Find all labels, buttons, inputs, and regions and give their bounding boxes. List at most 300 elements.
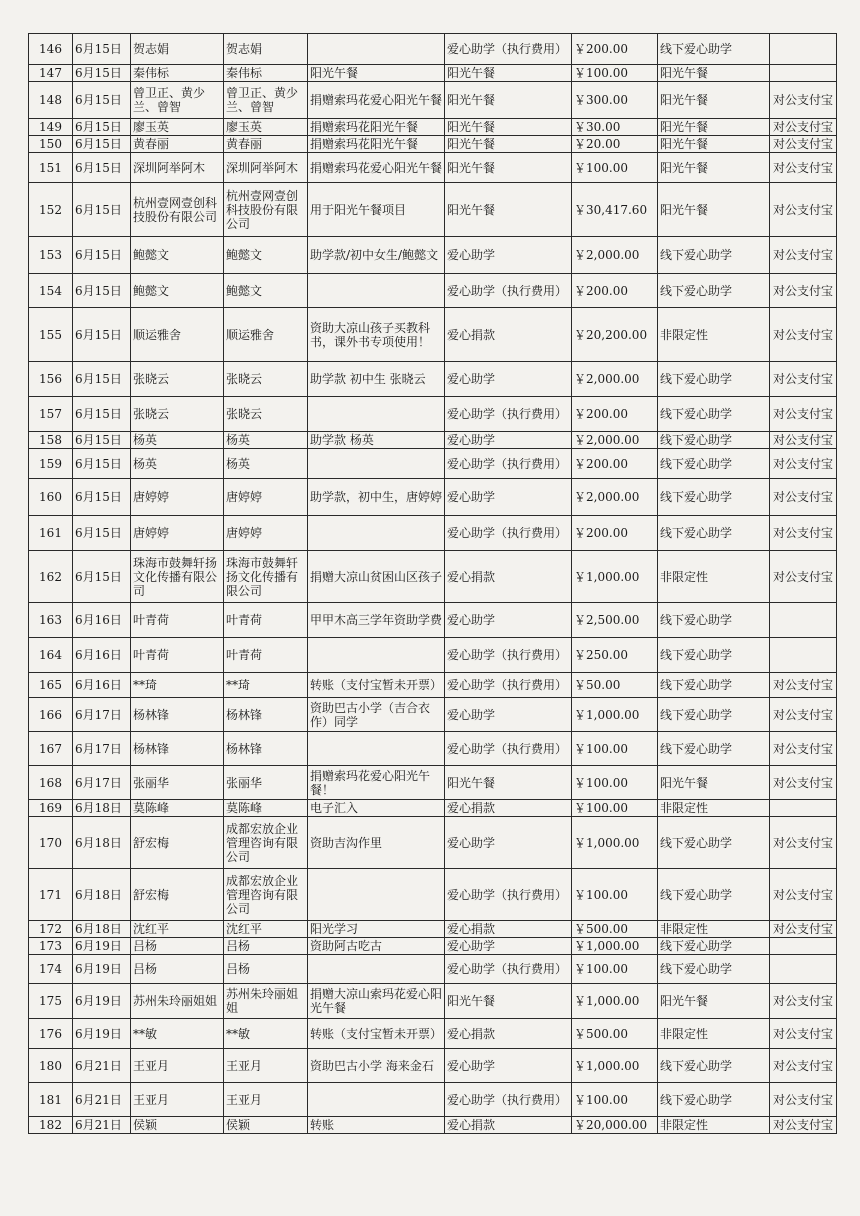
donation-amount: ￥20.00 (572, 136, 658, 153)
table-row (29, 732, 837, 766)
donation-amount: ￥1,000.00 (572, 984, 658, 1019)
fund-usage: 阳光午餐 (658, 65, 770, 82)
donation-purpose: 电子汇入 (308, 800, 445, 817)
donation-amount: ￥1,000.00 (572, 1049, 658, 1083)
row-number: 155 (29, 308, 73, 362)
donation-purpose: 捐赠索玛花爱心阳光午餐 (308, 153, 445, 183)
donation-purpose: 捐赠索玛花爱心阳光午餐 (308, 82, 445, 119)
donation-category: 爱心助学（执行费用） (445, 34, 572, 65)
donation-category: 爱心捐款 (445, 308, 572, 362)
row-date: 6月15日 (73, 362, 131, 397)
donation-amount: ￥100.00 (572, 766, 658, 800)
donation-amount: ￥20,000.00 (572, 1117, 658, 1134)
donation-purpose (308, 638, 445, 673)
row-number: 148 (29, 82, 73, 119)
payment-channel: 对公支付宝 (770, 479, 837, 516)
fund-usage: 线下爱心助学 (658, 479, 770, 516)
payment-channel: 对公支付宝 (770, 673, 837, 698)
donor-name: 鲍懿文 (131, 274, 224, 308)
table-row (29, 984, 837, 1019)
row-date: 6月19日 (73, 938, 131, 955)
payment-channel: 对公支付宝 (770, 817, 837, 869)
payer-name: 苏州朱玲丽姐姐 (224, 984, 308, 1019)
row-date: 6月15日 (73, 432, 131, 449)
donation-purpose (308, 34, 445, 65)
row-date: 6月19日 (73, 955, 131, 984)
payment-channel (770, 938, 837, 955)
donation-category: 阳光午餐 (445, 984, 572, 1019)
donation-purpose: 捐赠索玛花爱心阳光午餐！ (308, 766, 445, 800)
row-date: 6月21日 (73, 1049, 131, 1083)
donation-category: 爱心助学（执行费用） (445, 449, 572, 479)
fund-usage: 线下爱心助学 (658, 1083, 770, 1117)
payment-channel: 对公支付宝 (770, 449, 837, 479)
table-row (29, 800, 837, 817)
row-number: 149 (29, 119, 73, 136)
row-number: 158 (29, 432, 73, 449)
donation-amount: ￥200.00 (572, 397, 658, 432)
payer-name: 张晓云 (224, 397, 308, 432)
donation-category: 阳光午餐 (445, 153, 572, 183)
row-date: 6月18日 (73, 869, 131, 921)
donation-category: 阳光午餐 (445, 82, 572, 119)
donor-name: 珠海市鼓舞轩扬文化传播有限公司 (131, 551, 224, 603)
row-date: 6月15日 (73, 551, 131, 603)
table-row (29, 516, 837, 551)
table-row (29, 119, 837, 136)
donor-name: 舒宏梅 (131, 869, 224, 921)
donor-name: 叶青荷 (131, 603, 224, 638)
payment-channel: 对公支付宝 (770, 362, 837, 397)
payer-name: 张丽华 (224, 766, 308, 800)
payer-name: 叶青荷 (224, 638, 308, 673)
payment-channel: 对公支付宝 (770, 921, 837, 938)
payer-name: 杨英 (224, 432, 308, 449)
row-date: 6月17日 (73, 732, 131, 766)
payment-channel: 对公支付宝 (770, 153, 837, 183)
payer-name: 叶青荷 (224, 603, 308, 638)
table-row (29, 397, 837, 432)
payment-channel (770, 638, 837, 673)
donation-category: 爱心捐款 (445, 1117, 572, 1134)
fund-usage: 非限定性 (658, 551, 770, 603)
table-row (29, 153, 837, 183)
donation-category: 爱心助学 (445, 237, 572, 274)
payment-channel: 对公支付宝 (770, 516, 837, 551)
donation-purpose (308, 449, 445, 479)
row-number: 167 (29, 732, 73, 766)
donation-category: 爱心助学（执行费用） (445, 274, 572, 308)
donation-amount: ￥50.00 (572, 673, 658, 698)
donor-name: 杨林锋 (131, 732, 224, 766)
table-row (29, 1019, 837, 1049)
fund-usage: 线下爱心助学 (658, 516, 770, 551)
payer-name: 王亚月 (224, 1049, 308, 1083)
donor-name: 张晓云 (131, 397, 224, 432)
donor-name: 唐婷婷 (131, 516, 224, 551)
payer-name: 吕杨 (224, 955, 308, 984)
donation-purpose (308, 397, 445, 432)
donor-name: 舒宏梅 (131, 817, 224, 869)
donor-name: 曾卫正、黄少兰、曾智 (131, 82, 224, 119)
donor-name: 顺运雅舍 (131, 308, 224, 362)
fund-usage: 阳光午餐 (658, 984, 770, 1019)
donor-name: 吕杨 (131, 955, 224, 984)
payer-name: 黄春丽 (224, 136, 308, 153)
payment-channel: 对公支付宝 (770, 1117, 837, 1134)
row-date: 6月15日 (73, 82, 131, 119)
donation-category: 爱心捐款 (445, 551, 572, 603)
fund-usage: 线下爱心助学 (658, 673, 770, 698)
payment-channel (770, 955, 837, 984)
donation-category: 爱心助学（执行费用） (445, 516, 572, 551)
donation-purpose (308, 1083, 445, 1117)
fund-usage: 阳光午餐 (658, 153, 770, 183)
donation-category: 爱心助学 (445, 938, 572, 955)
payer-name: 唐婷婷 (224, 479, 308, 516)
row-date: 6月21日 (73, 1117, 131, 1134)
row-date: 6月15日 (73, 237, 131, 274)
row-date: 6月17日 (73, 698, 131, 732)
payer-name: 杨林锋 (224, 732, 308, 766)
donation-purpose: 资助阿古吃古 (308, 938, 445, 955)
table-row (29, 869, 837, 921)
donation-amount: ￥200.00 (572, 34, 658, 65)
table-row (29, 638, 837, 673)
payment-channel: 对公支付宝 (770, 308, 837, 362)
payment-channel (770, 34, 837, 65)
row-date: 6月18日 (73, 817, 131, 869)
fund-usage: 线下爱心助学 (658, 732, 770, 766)
fund-usage: 线下爱心助学 (658, 638, 770, 673)
table-row (29, 551, 837, 603)
row-number: 175 (29, 984, 73, 1019)
fund-usage: 线下爱心助学 (658, 34, 770, 65)
donation-amount: ￥1,000.00 (572, 551, 658, 603)
row-number: 182 (29, 1117, 73, 1134)
donation-purpose: 甲甲木高三学年资助学费 (308, 603, 445, 638)
donation-category: 爱心助学（执行费用） (445, 673, 572, 698)
row-date: 6月15日 (73, 516, 131, 551)
payer-name: 唐婷婷 (224, 516, 308, 551)
row-number: 153 (29, 237, 73, 274)
donation-category: 爱心助学（执行费用） (445, 638, 572, 673)
row-number: 171 (29, 869, 73, 921)
payment-channel: 对公支付宝 (770, 119, 837, 136)
row-number: 169 (29, 800, 73, 817)
row-number: 147 (29, 65, 73, 82)
row-number: 176 (29, 1019, 73, 1049)
donor-name: 莫陈峰 (131, 800, 224, 817)
donation-amount: ￥200.00 (572, 516, 658, 551)
payment-channel: 对公支付宝 (770, 1019, 837, 1049)
payment-channel: 对公支付宝 (770, 274, 837, 308)
donor-name: 黄春丽 (131, 136, 224, 153)
donation-purpose: 捐赠大凉山贫困山区孩子 (308, 551, 445, 603)
table-row (29, 603, 837, 638)
ledger-body (29, 34, 837, 1134)
donation-purpose: 捐赠索玛花阳光午餐 (308, 136, 445, 153)
payment-channel: 对公支付宝 (770, 136, 837, 153)
row-number: 154 (29, 274, 73, 308)
donation-category: 爱心助学（执行费用） (445, 1083, 572, 1117)
fund-usage: 线下爱心助学 (658, 938, 770, 955)
table-row (29, 921, 837, 938)
table-row (29, 362, 837, 397)
fund-usage: 非限定性 (658, 1117, 770, 1134)
payment-channel: 对公支付宝 (770, 1083, 837, 1117)
row-number: 159 (29, 449, 73, 479)
donation-category: 爱心助学（执行费用） (445, 869, 572, 921)
donation-category: 阳光午餐 (445, 136, 572, 153)
payment-channel: 对公支付宝 (770, 732, 837, 766)
fund-usage: 非限定性 (658, 921, 770, 938)
donor-name: 杨英 (131, 432, 224, 449)
donation-category: 阳光午餐 (445, 766, 572, 800)
fund-usage: 线下爱心助学 (658, 362, 770, 397)
donation-purpose: 助学款/初中女生/鲍懿文 (308, 237, 445, 274)
payer-name: **琦 (224, 673, 308, 698)
donation-amount: ￥2,000.00 (572, 237, 658, 274)
payer-name: 顺运雅舍 (224, 308, 308, 362)
fund-usage: 线下爱心助学 (658, 449, 770, 479)
row-number: 166 (29, 698, 73, 732)
row-date: 6月17日 (73, 766, 131, 800)
donation-amount: ￥500.00 (572, 1019, 658, 1049)
payment-channel: 对公支付宝 (770, 183, 837, 237)
table-row (29, 274, 837, 308)
table-row (29, 432, 837, 449)
donation-purpose (308, 955, 445, 984)
payer-name: 深圳阿举阿木 (224, 153, 308, 183)
table-row (29, 1083, 837, 1117)
fund-usage: 非限定性 (658, 800, 770, 817)
payer-name: 侯颖 (224, 1117, 308, 1134)
payer-name: 杨林锋 (224, 698, 308, 732)
payer-name: 珠海市鼓舞轩扬文化传播有限公司 (224, 551, 308, 603)
donation-category: 爱心助学 (445, 603, 572, 638)
payment-channel (770, 800, 837, 817)
table-row (29, 237, 837, 274)
table-row (29, 817, 837, 869)
donor-name: 苏州朱玲丽姐姐 (131, 984, 224, 1019)
donation-amount: ￥200.00 (572, 274, 658, 308)
payer-name: 秦伟标 (224, 65, 308, 82)
donor-name: 杨林锋 (131, 698, 224, 732)
fund-usage: 线下爱心助学 (658, 955, 770, 984)
payment-channel: 对公支付宝 (770, 698, 837, 732)
payer-name: 鲍懿文 (224, 237, 308, 274)
donor-name: 廖玉英 (131, 119, 224, 136)
row-date: 6月15日 (73, 34, 131, 65)
donation-amount: ￥1,000.00 (572, 817, 658, 869)
donation-category: 阳光午餐 (445, 183, 572, 237)
payment-channel: 对公支付宝 (770, 432, 837, 449)
payer-name: 莫陈峰 (224, 800, 308, 817)
donor-name: 王亚月 (131, 1083, 224, 1117)
donor-name: 侯颖 (131, 1117, 224, 1134)
payer-name: 成都宏放企业管理咨询有限公司 (224, 869, 308, 921)
donation-category: 阳光午餐 (445, 119, 572, 136)
donation-amount: ￥100.00 (572, 869, 658, 921)
fund-usage: 阳光午餐 (658, 136, 770, 153)
donation-amount: ￥100.00 (572, 153, 658, 183)
donation-amount: ￥200.00 (572, 449, 658, 479)
table-row (29, 308, 837, 362)
donation-purpose (308, 732, 445, 766)
fund-usage: 线下爱心助学 (658, 603, 770, 638)
payment-channel (770, 603, 837, 638)
donation-purpose: 资助巴古小学 海来金石 (308, 1049, 445, 1083)
fund-usage: 阳光午餐 (658, 766, 770, 800)
fund-usage: 非限定性 (658, 1019, 770, 1049)
table-row (29, 1049, 837, 1083)
row-number: 161 (29, 516, 73, 551)
donation-category: 爱心捐款 (445, 1019, 572, 1049)
donation-amount: ￥30,417.60 (572, 183, 658, 237)
table-row (29, 65, 837, 82)
row-number: 163 (29, 603, 73, 638)
donation-amount: ￥2,000.00 (572, 362, 658, 397)
fund-usage: 线下爱心助学 (658, 817, 770, 869)
fund-usage: 线下爱心助学 (658, 698, 770, 732)
row-date: 6月15日 (73, 449, 131, 479)
payer-name: 廖玉英 (224, 119, 308, 136)
row-date: 6月19日 (73, 1019, 131, 1049)
donation-purpose (308, 869, 445, 921)
payer-name: 张晓云 (224, 362, 308, 397)
donation-purpose: 助学款 杨英 (308, 432, 445, 449)
fund-usage: 线下爱心助学 (658, 237, 770, 274)
payer-name: 成都宏放企业管理咨询有限公司 (224, 817, 308, 869)
donation-amount: ￥1,000.00 (572, 698, 658, 732)
donation-ledger-table (28, 33, 837, 1134)
donation-purpose: 捐赠索玛花阳光午餐 (308, 119, 445, 136)
payment-channel: 对公支付宝 (770, 1049, 837, 1083)
payment-channel: 对公支付宝 (770, 237, 837, 274)
row-number: 160 (29, 479, 73, 516)
donation-purpose: 资助大凉山孩子买教科书，课外书专项使用！ (308, 308, 445, 362)
payment-channel (770, 65, 837, 82)
donor-name: 唐婷婷 (131, 479, 224, 516)
donation-purpose: 阳光午餐 (308, 65, 445, 82)
payer-name: 杨英 (224, 449, 308, 479)
donation-purpose: 转账（支付宝暂未开票） (308, 673, 445, 698)
row-number: 162 (29, 551, 73, 603)
donation-purpose (308, 516, 445, 551)
row-date: 6月15日 (73, 153, 131, 183)
payment-channel: 对公支付宝 (770, 82, 837, 119)
table-row (29, 698, 837, 732)
fund-usage: 阳光午餐 (658, 82, 770, 119)
donation-amount: ￥2,500.00 (572, 603, 658, 638)
donation-amount: ￥250.00 (572, 638, 658, 673)
donation-category: 爱心助学 (445, 362, 572, 397)
donation-purpose: 助学款 初中生 张晓云 (308, 362, 445, 397)
donor-name: 杨英 (131, 449, 224, 479)
donor-name: **敏 (131, 1019, 224, 1049)
donor-name: 沈红平 (131, 921, 224, 938)
payer-name: 吕杨 (224, 938, 308, 955)
donation-purpose: 捐赠大凉山索玛花爱心阳光午餐 (308, 984, 445, 1019)
fund-usage: 线下爱心助学 (658, 397, 770, 432)
donation-purpose: 转账（支付宝暂未开票） (308, 1019, 445, 1049)
table-row (29, 449, 837, 479)
row-date: 6月21日 (73, 1083, 131, 1117)
donor-name: 鲍懿文 (131, 237, 224, 274)
fund-usage: 非限定性 (658, 308, 770, 362)
payer-name: 沈红平 (224, 921, 308, 938)
donation-amount: ￥30.00 (572, 119, 658, 136)
row-number: 172 (29, 921, 73, 938)
donor-name: 深圳阿举阿木 (131, 153, 224, 183)
donation-amount: ￥100.00 (572, 1083, 658, 1117)
donor-name: 张晓云 (131, 362, 224, 397)
donation-category: 阳光午餐 (445, 65, 572, 82)
row-date: 6月18日 (73, 800, 131, 817)
donation-amount: ￥100.00 (572, 732, 658, 766)
table-row (29, 1117, 837, 1134)
payer-name: 杭州壹网壹创科技股份有限公司 (224, 183, 308, 237)
row-number: 164 (29, 638, 73, 673)
donation-purpose: 助学款，初中生，唐婷婷 (308, 479, 445, 516)
table-row (29, 955, 837, 984)
donation-amount: ￥100.00 (572, 800, 658, 817)
donation-category: 爱心捐款 (445, 921, 572, 938)
table-row (29, 479, 837, 516)
donation-category: 爱心助学（执行费用） (445, 732, 572, 766)
row-number: 165 (29, 673, 73, 698)
row-number: 168 (29, 766, 73, 800)
row-date: 6月15日 (73, 183, 131, 237)
fund-usage: 阳光午餐 (658, 183, 770, 237)
table-row (29, 938, 837, 955)
row-date: 6月15日 (73, 479, 131, 516)
donation-amount: ￥100.00 (572, 65, 658, 82)
row-date: 6月19日 (73, 984, 131, 1019)
row-number: 173 (29, 938, 73, 955)
donor-name: 贺志娟 (131, 34, 224, 65)
donor-name: 吕杨 (131, 938, 224, 955)
donation-amount: ￥1,000.00 (572, 938, 658, 955)
donation-category: 爱心捐款 (445, 800, 572, 817)
fund-usage: 线下爱心助学 (658, 432, 770, 449)
payer-name: 贺志娟 (224, 34, 308, 65)
payer-name: 曾卫正、黄少兰、曾智 (224, 82, 308, 119)
donation-category: 爱心助学 (445, 432, 572, 449)
payment-channel: 对公支付宝 (770, 984, 837, 1019)
row-number: 152 (29, 183, 73, 237)
donor-name: **琦 (131, 673, 224, 698)
row-number: 180 (29, 1049, 73, 1083)
row-date: 6月16日 (73, 673, 131, 698)
row-date: 6月15日 (73, 136, 131, 153)
donation-amount: ￥300.00 (572, 82, 658, 119)
row-date: 6月15日 (73, 397, 131, 432)
donation-amount: ￥2,000.00 (572, 479, 658, 516)
donation-category: 爱心助学 (445, 817, 572, 869)
donation-amount: ￥100.00 (572, 955, 658, 984)
payer-name: 王亚月 (224, 1083, 308, 1117)
donation-category: 爱心助学 (445, 479, 572, 516)
donation-purpose (308, 274, 445, 308)
row-date: 6月15日 (73, 274, 131, 308)
row-number: 181 (29, 1083, 73, 1117)
table-row (29, 766, 837, 800)
payer-name: **敏 (224, 1019, 308, 1049)
payment-channel: 对公支付宝 (770, 397, 837, 432)
table-row (29, 183, 837, 237)
